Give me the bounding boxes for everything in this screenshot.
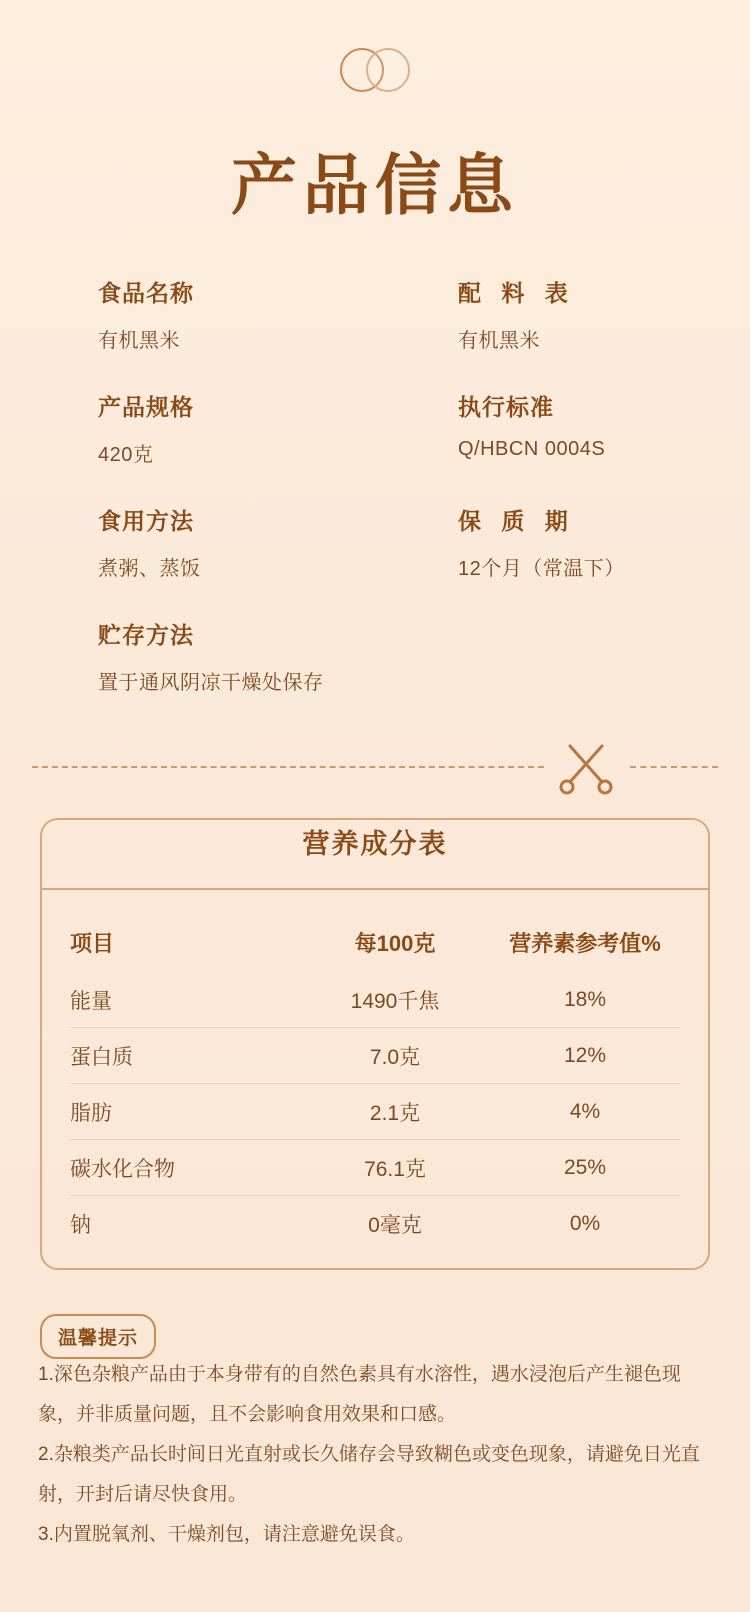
info-label: 食用方法: [98, 508, 194, 534]
cell-item: 能量: [70, 989, 112, 1013]
info-item-usage: [98, 503, 458, 581]
info-item-storage: [98, 617, 458, 695]
info-label: 食品名称: [98, 280, 194, 306]
cell-per100g: 1490千焦: [350, 989, 440, 1013]
cell-per100g: 76.1克: [300, 1140, 490, 1196]
nutrition-title-separator: [42, 888, 708, 890]
table-row: [70, 1028, 680, 1084]
table-row: [70, 1084, 680, 1140]
info-value: 有机黑米: [458, 330, 540, 352]
info-value: 420克: [98, 444, 154, 466]
brand-logo: [0, 48, 750, 92]
cell-item: 脂肪: [70, 1084, 300, 1140]
table-row: [70, 972, 680, 1028]
tip-line: 3.内置脱氧剂、干燥剂包，请注意避免误食。: [38, 1524, 415, 1545]
tips-body: [38, 1355, 718, 1555]
cell-nrv: 0%: [490, 1196, 680, 1252]
cell-item: 钠: [70, 1196, 300, 1252]
info-label: 配 料 表: [458, 280, 575, 306]
scissors-icon: [556, 740, 620, 796]
cell-item: 蛋白质: [70, 1028, 300, 1084]
cell-per100g: 2.1克: [300, 1084, 490, 1140]
info-item-shelf-life: [458, 503, 688, 581]
column-header-nrv: 营养素参考值%: [509, 930, 661, 956]
cell-nrv: 4%: [490, 1084, 680, 1140]
info-value: 置于通风阴凉干燥处保存: [98, 672, 324, 694]
divider-line-right: [630, 766, 718, 768]
cell-nrv: 25%: [490, 1140, 680, 1196]
info-label: 贮存方法: [98, 622, 194, 648]
info-value: 12个月（常温下）: [458, 558, 625, 580]
cell-nrv: 18%: [563, 987, 607, 1011]
nutrition-table: [70, 912, 680, 1251]
cell-per100g: 7.0克: [300, 1028, 490, 1084]
info-label: 保 质 期: [458, 508, 575, 534]
info-item-standard: [458, 389, 688, 467]
table-header-row: [70, 912, 680, 972]
column-header-item: 项目: [70, 930, 115, 956]
table-row: [70, 1140, 680, 1196]
page-title: 产品信息: [231, 148, 519, 222]
tips-badge: 温馨提示: [40, 1314, 156, 1359]
cell-per100g: 0毫克: [300, 1196, 490, 1252]
tip-line: 1.深色杂粮产品由于本身带有的自然色素具有水溶性，遇水浸泡后产生褪色现象，并非质量问题，且不会影响食用效果和口感。: [38, 1364, 681, 1425]
info-value: 煮粥、蒸饭: [98, 558, 201, 580]
product-info-grid: [98, 275, 688, 731]
info-value: 有机黑米: [98, 330, 180, 352]
logo-circle-inner-icon: [366, 48, 410, 92]
info-label: 执行标准: [458, 394, 554, 420]
cell-nrv: 12%: [490, 1028, 680, 1084]
nutrition-title: 营养成分表: [302, 829, 448, 859]
info-item-food-name: [98, 275, 458, 353]
info-label: 产品规格: [98, 394, 194, 420]
info-value: Q/HBCN 0004S: [458, 438, 606, 460]
info-item-specification: [98, 389, 458, 467]
divider-line-left: [32, 766, 544, 768]
tip-line: 2.杂粮类产品长时间日光直射或长久储存会导致糊色或变色现象，请避免日光直射，开封后请尽快食用。: [38, 1444, 700, 1505]
info-item-ingredients: [458, 275, 688, 353]
table-row: [70, 1196, 680, 1252]
cell-item: 碳水化合物: [70, 1140, 300, 1196]
column-header-per100g: 每100克: [354, 930, 436, 956]
dashed-divider: [32, 748, 718, 788]
